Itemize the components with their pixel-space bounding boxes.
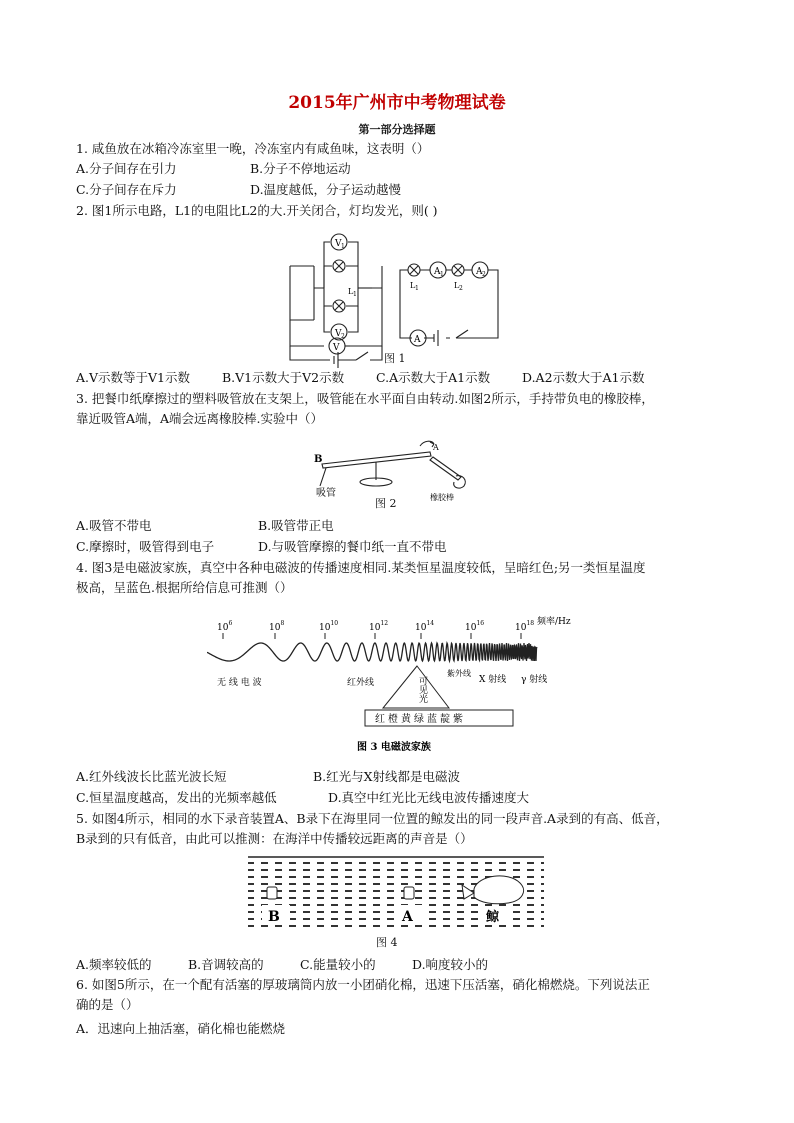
svg-text:L: L (348, 287, 354, 296)
em-wave-curve (207, 643, 537, 661)
q4-option-b: B.红光与X射线都是电磁波 (313, 769, 461, 784)
a1-label: A (434, 267, 441, 277)
question-5-stem-2: B录到的只有低音，由此可以推测：在海洋中传播较远距离的声音是（） (76, 831, 473, 846)
v-label: V (333, 343, 340, 353)
question-4-stem-1: 4. 图3是电磁波家族，真空中各种电磁波的传播速度相同.某类恒星温度较低，呈暗红色;另一类恒星温度 (76, 560, 646, 575)
q2-option-a: A.V示数等于V1示数 (76, 370, 191, 385)
whale-label: 鲸 (486, 910, 500, 925)
svg-text:2: 2 (482, 271, 486, 278)
straw-label: 吸管 (316, 488, 336, 499)
q4-option-a: A.红外线波长比蓝光波长短 (76, 769, 227, 784)
figure-4-underwater (246, 853, 546, 933)
rod-label: 橡胶棒 (430, 493, 454, 502)
v2-label: V (335, 329, 342, 339)
infrared-label: 红外线 (347, 678, 375, 688)
svg-text:1: 1 (440, 271, 444, 278)
figure-1-circuit (284, 228, 508, 368)
uv-label: 紫外线 (447, 669, 471, 678)
figure-4-caption: 图 4 (376, 936, 398, 949)
figure-2-straw (312, 436, 482, 514)
visible-light-label: 可见光 (417, 676, 427, 703)
q5-option-d: D.响度较小的 (412, 957, 489, 972)
question-3-stem-2: 靠近吸管A端，A端会远离橡胶棒.实验中（） (76, 411, 324, 426)
q2-option-b: B.V1示数大于V2示数 (222, 370, 345, 385)
svg-text:1: 1 (415, 285, 419, 292)
figure-2-caption: 图 2 (375, 497, 397, 510)
xray-label: X 射线 (479, 675, 507, 685)
exam-title: 2015年广州市中考物理试卷 (288, 93, 506, 113)
radio-wave-label: 无 线 电 波 (217, 678, 262, 688)
frequency-tick-label: $10^8$ (269, 620, 285, 633)
frequency-tick-label: $10^{18}$ (515, 620, 535, 633)
q5-option-a: A.频率较低的 (76, 957, 152, 972)
q4-option-d: D.真空中红光比无线电波传播速度大 (328, 790, 530, 805)
svg-text:1: 1 (341, 243, 345, 250)
v1-label: V (335, 239, 342, 249)
a2-label: A (476, 267, 483, 277)
figure-1-caption: 图 1 (384, 352, 406, 365)
q6-option-a: A．迅速向上抽活塞，硝化棉也能燃烧 (76, 1021, 286, 1036)
svg-text:2: 2 (341, 333, 345, 340)
recorder-a-label: A (402, 909, 413, 925)
section-heading: 第一部分选择题 (358, 123, 436, 136)
svg-text:2: 2 (459, 285, 463, 292)
svg-text:L: L (454, 281, 460, 290)
q3-option-b: B.吸管带正电 (258, 518, 334, 533)
q4-option-c: C.恒星温度越高，发出的光频率越低 (76, 790, 277, 805)
color-sequence: 红橙黄绿蓝靛紫 (375, 714, 466, 725)
q3-option-d: D.与吸管摩擦的餐巾纸一直不带电 (258, 539, 447, 554)
frequency-tick-label: $10^{14}$ (415, 620, 435, 633)
a-label: A (414, 335, 421, 345)
question-6-stem-1: 6. 如图5所示，在一个配有活塞的厚玻璃筒内放一小团硝化棉，迅速下压活塞，硝化棉燃烧。下列说法正 (76, 977, 650, 992)
frequency-tick-label: $10^{12}$ (369, 620, 389, 633)
svg-text:1: 1 (353, 291, 357, 298)
gamma-label: γ 射线 (521, 675, 548, 685)
frequency-tick-label: $10^{16}$ (465, 620, 485, 633)
question-1-stem: 1. 咸鱼放在冰箱冷冻室里一晚，冷冻室内有咸鱼味，这表明（） (76, 141, 430, 156)
figure-3-em-spectrum (207, 606, 591, 766)
question-4-stem-2: 极高，呈蓝色.根据所给信息可推测（） (76, 580, 293, 595)
straw-end-a: A (433, 443, 439, 452)
q1-option-c: C.分子间存在斥力 (76, 182, 177, 197)
figure-3-caption: 图 3 电磁波家族 (357, 742, 431, 753)
q1-option-b: B.分子不停地运动 (250, 161, 351, 176)
svg-text:L: L (410, 281, 416, 290)
frequency-tick-label: $10^6$ (217, 620, 233, 633)
q2-option-d: D.A2示数大于A1示数 (522, 370, 645, 385)
q2-option-c: C.A示数大于A1示数 (376, 370, 491, 385)
frequency-tick-label: $10^{10}$ (319, 620, 339, 633)
question-2-stem: 2. 图1所示电路，L1的电阻比L2的大.开关闭合，灯均发光，则( ) (76, 203, 438, 218)
question-3-stem-1: 3. 把餐巾纸摩擦过的塑料吸管放在支架上，吸管能在水平面自由转动.如图2所示，手持带负电的橡胶棒， (76, 391, 654, 406)
q3-option-c: C.摩擦时，吸管得到电子 (76, 539, 215, 554)
recorder-b-label: B (268, 909, 280, 925)
question-6-stem-2: 确的是（） (76, 997, 139, 1012)
q3-option-a: A.吸管不带电 (76, 518, 152, 533)
q5-option-b: B.音调较高的 (188, 957, 264, 972)
straw-end-b: B (314, 454, 323, 465)
q1-option-d: D.温度越低，分子运动越慢 (250, 182, 402, 197)
q5-option-c: C.能量较小的 (300, 957, 376, 972)
frequency-unit: 频率/Hz (537, 617, 571, 627)
q1-option-a: A.分子间存在引力 (76, 161, 177, 176)
question-5-stem-1: 5. 如图4所示，相同的水下录音装置A、B录下在海里同一位置的鲸发出的同一段声音.A录到的有高、低音， (76, 811, 669, 826)
